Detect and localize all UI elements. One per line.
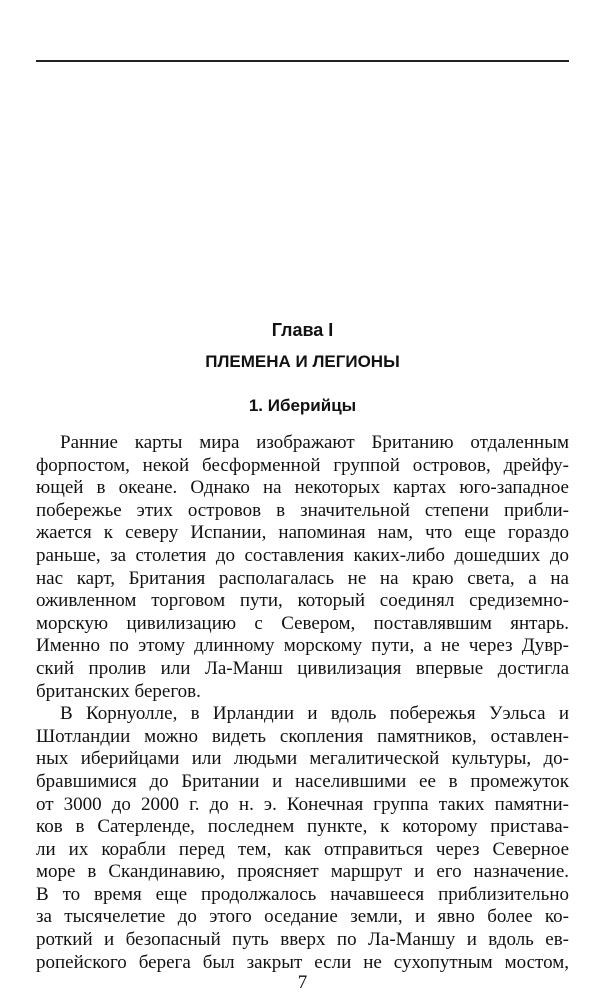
top-rule [36, 60, 569, 62]
text-line: море в Скандинавию, проясняет маршрут и его назначение. [36, 861, 569, 883]
text-line: за тысячелетие до этого оседание земли, и явно более ко- [36, 906, 569, 928]
text-line: В то время еще продолжалось начавшееся приблизительно [36, 883, 569, 905]
text-line: оживленном торговом пути, который соединял средиземно- [36, 590, 569, 612]
text-line: Шотландии можно видеть скопления памятников, оставлен- [36, 725, 569, 747]
text-line: ли их корабли перед тем, как отправиться через Северное [36, 838, 569, 860]
text-line: ропейского берега был закрыт если не сухопутным мостом, [36, 951, 569, 973]
text-line: ков в Сатерленде, последнем пункте, к которому пристава- [36, 816, 569, 838]
chapter-number: Глава I [271, 320, 334, 340]
chapter-title: ПЛЕМЕНА И ЛЕГИОНЫ [205, 352, 400, 371]
text-line: бравшимися до Британии и населившими ее в промежуток [36, 770, 569, 792]
text-line: нас карт, Британия располагалась не на краю света, а на [36, 567, 569, 589]
text-line: форпостом, некой бесформенной группой островов, дрейфу- [36, 454, 569, 476]
text-line: роткий и безопасный путь вверх по Ла-Маншу и вдоль ев- [36, 929, 569, 951]
text-line: ющей в океане. Однако на некоторых картах юго-западное [36, 477, 569, 499]
text-line: морскую цивилизацию с Севером, поставлявшим янтарь. [36, 612, 569, 634]
text-line: побережье этих островов в значительной степени прибли- [36, 499, 569, 521]
text-line: от 3000 до 2000 г. до н. э. Конечная группа таких памятни- [36, 793, 569, 815]
text-line: жается к северу Испании, напоминая нам, что еще гораздо [36, 522, 569, 544]
text-line: ных иберийцами или людьми мегалитической культуры, до- [36, 748, 569, 770]
text-line: Именно по этому длинному морскому пути, а не через Дувр- [36, 635, 569, 657]
page-number: 7 [297, 972, 308, 993]
text-line: Ранние карты мира изображают Британию отдаленным [60, 432, 569, 453]
text-line: раньше, за столетия до составления каких-либо дошедших до [36, 544, 569, 566]
text-line: британских берегов. [36, 680, 201, 702]
paragraph [36, 432, 569, 703]
paragraph [36, 703, 569, 974]
body-text [36, 432, 569, 974]
section-title: 1. Иберийцы [248, 396, 357, 415]
text-line: В Корнуолле, в Ирландии и вдоль побережья Уэльса и [60, 703, 569, 725]
text-line: ский пролив или Ла-Манш цивилизация впервые достигла [36, 657, 569, 679]
